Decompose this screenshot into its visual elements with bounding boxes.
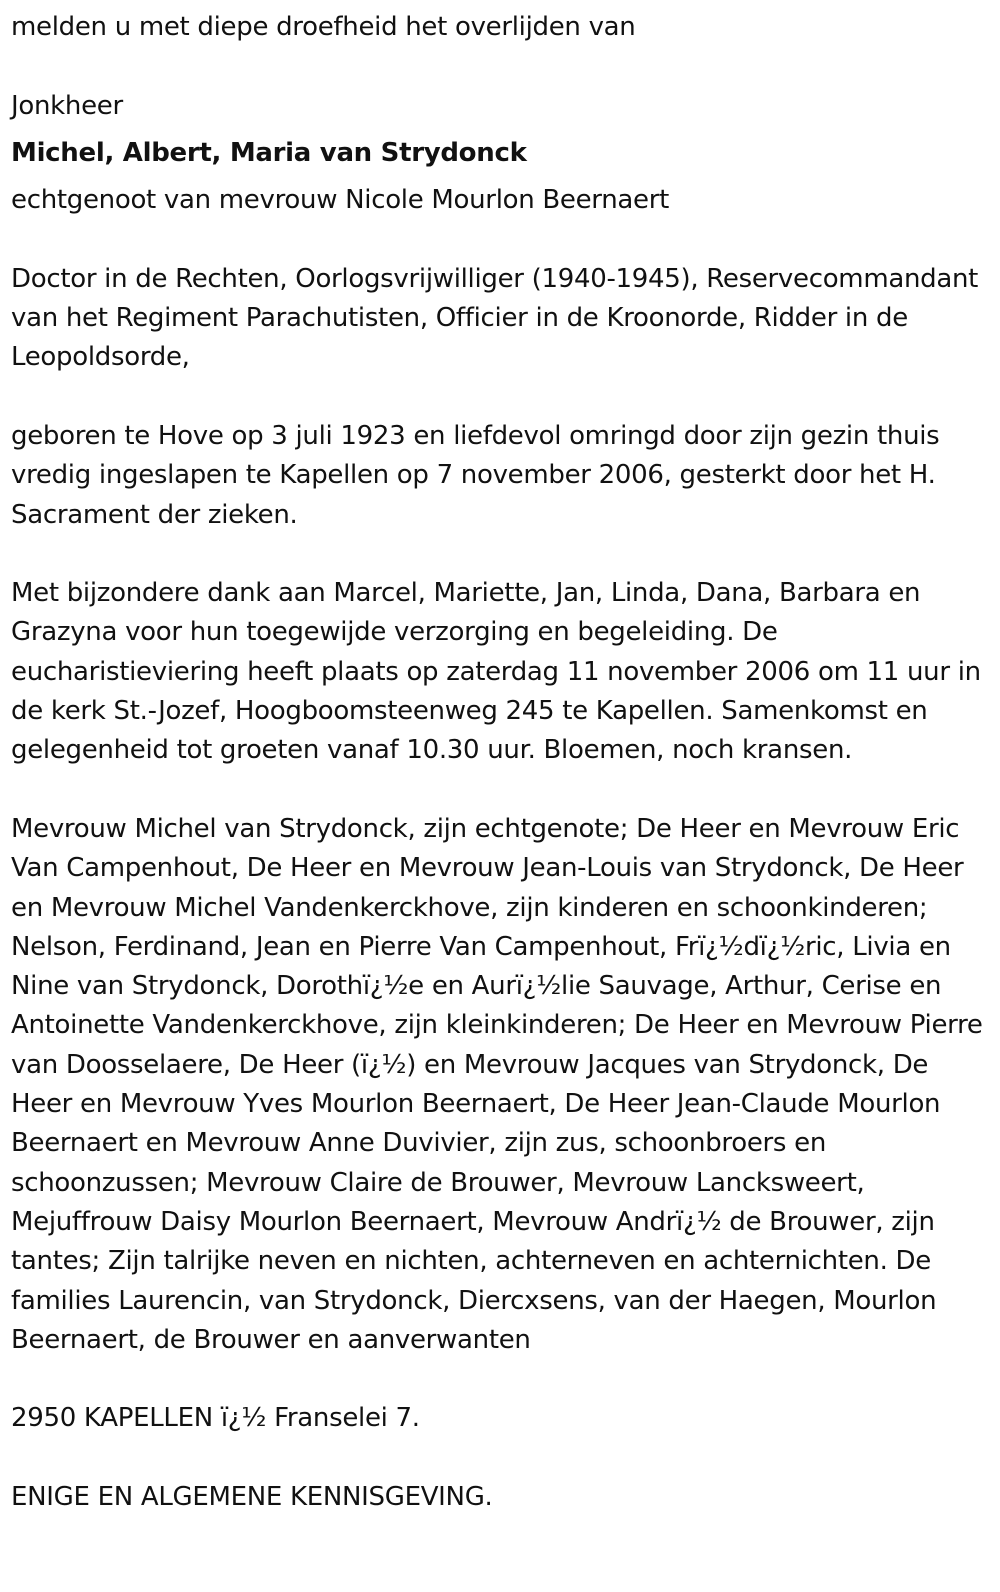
spacer bbox=[11, 1439, 988, 1478]
title-prefix: Jonkheer bbox=[11, 90, 123, 121]
family-text: Mevrouw Michel van Strydonck, zijn echtgenote; De Heer en Mevrouw Eric Van Campenhout, De Heer en Mevrouw Jean-Louis van Strydonck, De Heer en Mevrouw Michel Vandenkerckhove, zijn kinderen en schoonkinderen; Nelson, Ferdinand, Jean en Pierre Van Campenhout, Frï¿½dï¿½ric, Livia en Nine van Strydonck, Dorothï¿½e en Aurï¿½lie Sauvage, Arthur, Cerise en Antoinette Vandenkerckhove, zijn kleinkinderen; De Heer en Mevrouw Pierre van Doosselaere, De Heer (ï¿½) en Mevrouw Jacques van Strydonck, De Heer en Mevrouw Yves Mourlon Beernaert, De Heer Jean-Claude Mourlon Beernaert en Mevrouw Anne Duvivier, zijn zus, schoonbroers en schoonzussen; Mevrouw Claire de Brouwer, Mevrouw Lancksweert, Mejuffrouw Daisy Mourlon Beernaert, Mevrouw Andrï¿½ de Brouwer, zijn tantes; Zijn talrijke neven en nichten, achterneven en achternichten. De families Laurencin, van Strydonck, Diercxsens, van der Haegen, Mourlon Beernaert, de Brouwer en aanverwanten bbox=[11, 813, 983, 1355]
thanks-service-text: Met bijzondere dank aan Marcel, Mariette, Jan, Linda, Dana, Barbara en Grazyna voor hun toegewijde verzorging en begeleiding. De eucharistieviering heeft plaats op zaterdag 11 november 2006 om 11 uur in de kerk St.-Jozef, Hoogboomsteenweg 245 te Kapellen. Samenkomst en gelegenheid tot groeten vanaf 10.30 uur. Bloemen, noch kransen. bbox=[11, 578, 981, 766]
titles-text: Doctor in de Rechten, Oorlogsvrijwilliger (1940-1945), Reservecommandant van het Regiment Parachutisten, Officier in de Kroonorde, Ridder in de Leopoldsorde, bbox=[11, 263, 979, 373]
spacer bbox=[11, 126, 988, 134]
intro-text: melden u met diepe droefheid het overlijden van bbox=[11, 12, 636, 42]
spacer bbox=[11, 1360, 988, 1399]
birth-death-text: geboren te Hove op 3 juli 1923 en liefdevol omringd door zijn gezin thuis vredig ingeslapen te Kapellen op 7 november 2006, gesterkt door het H. Sacrament der zieken. bbox=[11, 420, 940, 530]
deceased-name: Michel, Albert, Maria van Strydonck bbox=[11, 137, 527, 168]
spacer bbox=[11, 378, 988, 417]
spacer bbox=[11, 771, 988, 810]
spouse-text: echtgenoot van mevrouw Nicole Mourlon Beernaert bbox=[11, 185, 670, 216]
spacer bbox=[11, 220, 988, 259]
spacer bbox=[11, 173, 988, 181]
closing-text: ENIGE EN ALGEMENE KENNISGEVING. bbox=[11, 1481, 493, 1512]
address-text: 2950 KAPELLEN ï¿½ Franselei 7. bbox=[11, 1403, 420, 1434]
spacer bbox=[11, 47, 988, 86]
spacer bbox=[11, 535, 988, 574]
